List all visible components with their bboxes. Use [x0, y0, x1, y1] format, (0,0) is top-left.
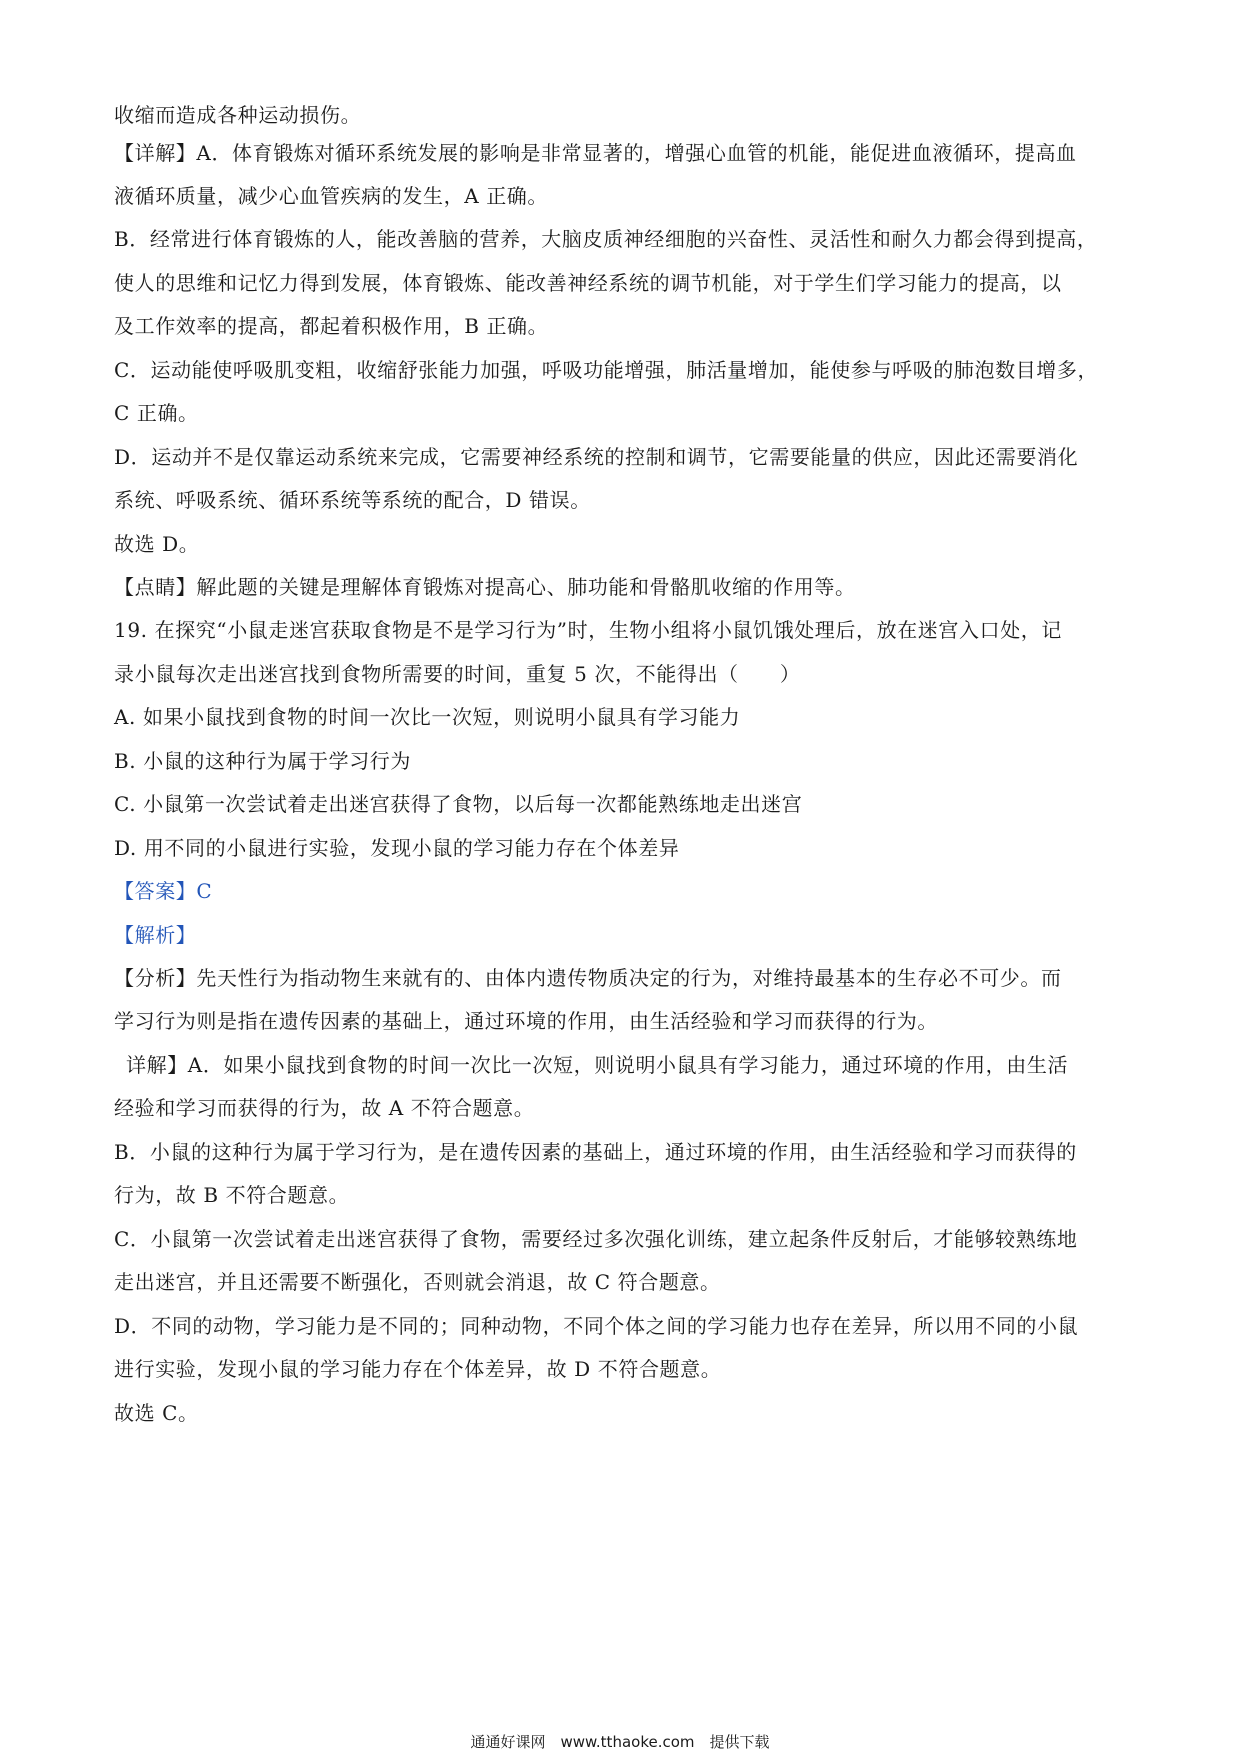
text-line: 故选 C。 — [114, 1401, 199, 1425]
text-line: C 正确。 — [114, 401, 199, 425]
text-line: D．运动并不是仅靠运动系统来完成，它需要神经系统的控制和调节，它需要能量的供应，因此还需要消化 — [114, 445, 1079, 469]
footer-watermark: 通通好课网 www.tthaoke.com 提供下载 — [470, 1733, 770, 1751]
text-line: D．不同的动物，学习能力是不同的；同种动物，不同个体之间的学习能力也存在差异，所以用不同的小鼠 — [114, 1314, 1079, 1338]
text-line: 液循环质量，减少心血管疾病的发生，A 正确。 — [114, 184, 549, 208]
text-line: B．经常进行体育锻炼的人，能改善脑的营养，大脑皮质神经细胞的兴奋性、灵活性和耐久力都会得到提高， — [114, 227, 1098, 251]
option-d: D. 用不同的小鼠进行实验，发现小鼠的学习能力存在个体差异 — [114, 836, 680, 860]
text-line: 【分析】先天性行为指动物生来就有的、由体内遗传物质决定的行为，对维持最基本的生存必不可少。而 — [114, 966, 1062, 990]
text-line: 【点睛】解此题的关键是理解体育锻炼对提高心、肺功能和骨骼肌收缩的作用等。 — [114, 575, 856, 599]
question-stem: 19. 在探究“小鼠走迷宫获取食物是不是学习行为”时，生物小组将小鼠饥饿处理后，放在迷宫入口处，记 — [114, 618, 1063, 642]
text-line: 故选 D。 — [114, 532, 200, 556]
text-line: 经验和学习而获得的行为，故 A 不符合题意。 — [114, 1096, 535, 1120]
text-line: 学习行为则是指在遗传因素的基础上，通过环境的作用，由生活经验和学习而获得的行为。 — [114, 1009, 938, 1033]
option-b: B. 小鼠的这种行为属于学习行为 — [114, 749, 412, 773]
text-line: 【详解】A．体育锻炼对循环系统发展的影响是非常显著的，增强心血管的机能，能促进血液循环，提高血 — [114, 141, 1077, 165]
answer-label: 【答案】C — [114, 879, 213, 903]
text-line: 收缩而造成各种运动损伤。 — [114, 103, 362, 127]
option-c: C. 小鼠第一次尝试着走出迷宫获得了食物，以后每一次都能熟练地走出迷宫 — [114, 792, 803, 816]
text-line: 系统、呼吸系统、循环系统等系统的配合，D 错误。 — [114, 488, 591, 512]
text-line: C．运动能使呼吸肌变粗，收缩舒张能力加强，呼吸功能增强，肺活量增加，能使参与呼吸的肺泡数目增多， — [114, 358, 1099, 382]
text-line: B．小鼠的这种行为属于学习行为，是在遗传因素的基础上，通过环境的作用，由生活经验和学习而获得的 — [114, 1140, 1077, 1164]
text-line: 进行实验，发现小鼠的学习能力存在个体差异，故 D 不符合题意。 — [114, 1357, 722, 1381]
text-line: 使人的思维和记忆力得到发展，体育锻炼、能改善神经系统的调节机能，对于学生们学习能力的提高，以 — [114, 271, 1062, 295]
option-a: A. 如果小鼠找到食物的时间一次比一次短，则说明小鼠具有学习能力 — [114, 705, 741, 729]
analysis-label: 【解析】 — [114, 923, 197, 947]
text-line: C．小鼠第一次尝试着走出迷宫获得了食物，需要经过多次强化训练，建立起条件反射后，才能够较熟练地 — [114, 1227, 1078, 1251]
text-line: 走出迷宫，并且还需要不断强化，否则就会消退，故 C 符合题意。 — [114, 1270, 721, 1294]
text-line: 行为，故 B 不符合题意。 — [114, 1183, 350, 1207]
text-line: 详解】A．如果小鼠找到食物的时间一次比一次短，则说明小鼠具有学习能力，通过环境的作用，由生活 — [126, 1053, 1069, 1077]
question-stem: 录小鼠每次走出迷宫找到食物所需要的时间，重复 5 次，不能得出（ ） — [114, 662, 801, 686]
text-line: 及工作效率的提高，都起着积极作用，B 正确。 — [114, 314, 549, 338]
